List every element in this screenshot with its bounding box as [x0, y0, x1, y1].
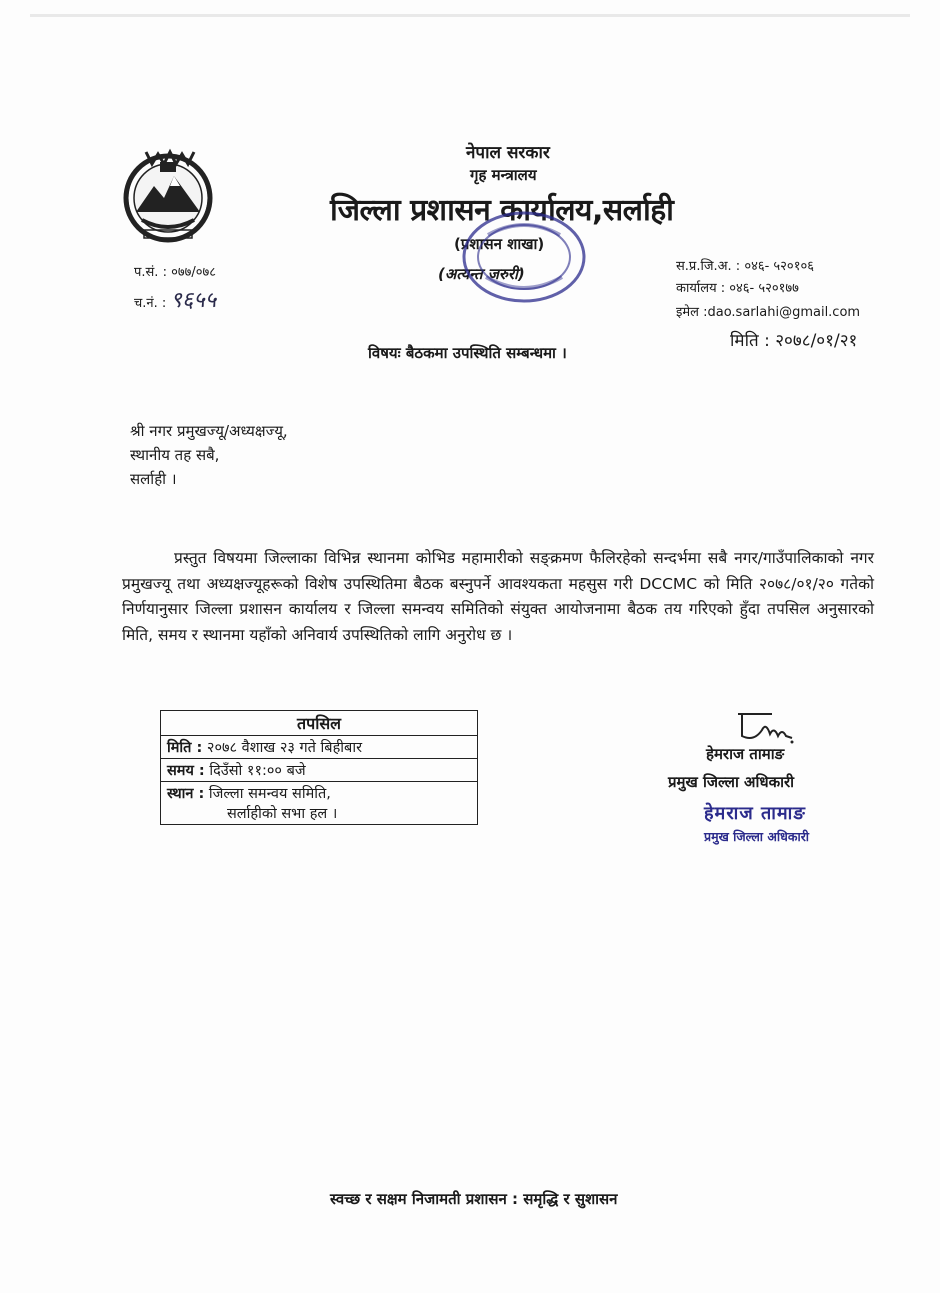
email — [676, 302, 860, 320]
letter-body: प्रस्तुत विषयमा जिल्लाका विभिन्न स्थानमा कोभिड महामारीको सङ्क्रमण फैलिरहेको सन्दर्भमा सबै नगर/गाउँपालिकाको नगर प्रमुखज्यू तथा अध्यक्षज्यूहरूको विशेष उपस्थितिमा बैठक बस्नुपर्ने आवश्यकता महसुस गरी DCCMC को मिति २०७८/०१/२० गतेको निर्णयानुसार जिल्ला प्रशासन कार्यालय र जिल्ला समन्वय समितिको संयुक्त आयोजनामा बैठक तय गरिएको हुँदा तपसिल अनुसारको मिति, समय र स्थानमा यहाँको अनिवार्य उपस्थितिको लागि अनुरोध छ । — [122, 549, 874, 644]
schedule-table — [160, 710, 478, 825]
ministry-name: गृह मन्त्रालय — [470, 166, 537, 184]
date-label: मिति : — [730, 331, 770, 351]
schedule-date-row — [161, 736, 478, 759]
signature-icon — [732, 706, 796, 746]
ps-value: ०७७/०७८ — [171, 265, 217, 280]
addressee-line-1: श्री नगर प्रमुखज्यू/अध्यक्षज्यू, — [130, 422, 288, 440]
email-label: इमेल : — [676, 305, 708, 320]
nepal-emblem-icon — [116, 142, 220, 246]
schedule-place-label: स्थान : — [167, 786, 205, 802]
schedule-date-value: २०७८ वैशाख २३ गते बिहीबार — [206, 740, 363, 756]
letter-date — [730, 328, 857, 351]
schedule-time-value: दिउँसो ११:०० बजे — [209, 763, 306, 779]
cn-number — [134, 284, 216, 314]
branch-name: (प्रशासन शाखा) — [454, 235, 545, 253]
footer-motto: स्वच्छ र सक्षम निजामती प्रशासन : समृद्धि र सुशासन — [330, 1190, 618, 1208]
schedule-time-label: समय : — [167, 763, 205, 779]
schedule-title: तपसिल — [161, 711, 478, 736]
government-name: नेपाल सरकार — [466, 143, 550, 163]
schedule-place-line-2: सर्लाहीको सभा हल । — [227, 806, 338, 822]
addressee-line-3: सर्लाही । — [130, 470, 177, 488]
schedule-place-cell — [161, 782, 478, 825]
ps-number — [134, 262, 216, 280]
schedule-time-row — [161, 759, 478, 782]
cdo-phone-label: स.प्र.जि.अ. : — [676, 259, 741, 274]
signatory-stamp-title: प्रमुख जिल्ला अधिकारी — [704, 829, 810, 844]
schedule-header-row — [161, 711, 478, 736]
signatory-name: हेमराज तामाङ — [706, 745, 785, 763]
cn-value: ९६५५ — [170, 288, 217, 313]
email-value: dao.sarlahi@gmail.com — [707, 305, 861, 320]
office-title: जिल्ला प्रशासन कार्यालय,सर्लाही — [330, 193, 674, 228]
addressee-line-2: स्थानीय तह सबै, — [130, 446, 220, 464]
schedule-time-cell — [161, 759, 478, 782]
cn-label: च.नं. : — [134, 296, 167, 311]
schedule-date-label: मिति : — [167, 740, 203, 756]
signatory-stamp-name: हेमराज तामाङ — [704, 803, 806, 824]
ps-label: प.सं. : — [134, 265, 167, 280]
signatory-title: प्रमुख जिल्ला अधिकारी — [668, 773, 795, 791]
office-phone-label: कार्यालय : — [676, 281, 726, 296]
office-phone — [676, 278, 799, 296]
schedule-place-row — [161, 782, 478, 825]
office-stamp-icon — [458, 205, 590, 305]
cdo-phone — [676, 256, 814, 274]
urgency-label: (अत्यन्त जरुरी) — [438, 265, 525, 283]
cdo-phone-value: ०४६- ५२०१०६ — [744, 259, 814, 274]
office-phone-value: ०४६- ५२०१७७ — [729, 281, 799, 296]
schedule-date-cell — [161, 736, 478, 759]
date-value: २०७८/०१/२१ — [775, 331, 858, 351]
schedule-place-line-1: जिल्ला समन्वय समिति, — [208, 786, 331, 802]
subject-line: विषयः बैठकमा उपस्थिति सम्बन्धमा । — [368, 344, 567, 362]
scan-edge-line — [30, 14, 910, 17]
